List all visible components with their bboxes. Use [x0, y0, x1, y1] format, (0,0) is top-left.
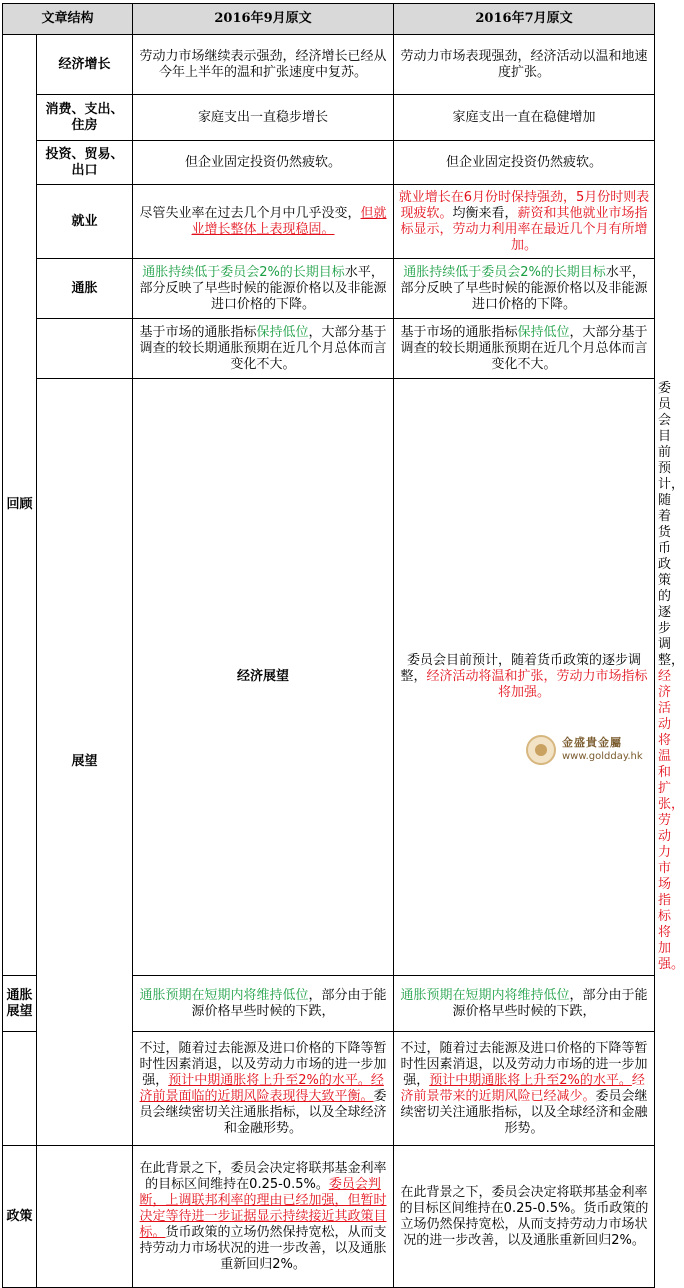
- jul-infmkt-b: 保持低位: [517, 324, 570, 340]
- section-policy: 政策: [3, 1146, 37, 1288]
- sep-economy: 劳动力市场继续表示强劲，经济增长已经从今年上半年的温和扩张速度中复苏。: [133, 35, 394, 95]
- jul-employment-c: 薪资和其他就业市场指标显示，劳动力利用率在最近几个月有所增加。: [400, 205, 648, 253]
- row-econ-outlook: [3, 379, 655, 976]
- jul-inflation: [394, 259, 655, 319]
- sep-policy-b: 委员会判断，上调联邦利率的理由已经加强，但暂时决定等待进一步证据显示持续接近其政策目标。: [139, 1176, 387, 1240]
- sep-inflout-b: ，部分由于能源价格早些时候的下跌，: [191, 987, 387, 1019]
- jul-outlook-more: [394, 1032, 655, 1146]
- jul-outmore-d: 委员会继续密切关注通胀指标，以及全球经济和金融形势。: [400, 1088, 648, 1136]
- sep-inflout-a: 通胀预期在短期内将维持低位: [139, 987, 309, 1003]
- section-outlook: 展望: [37, 379, 133, 1146]
- jul-policy-a: 在此背景之下，委员会决定将联邦基金利率的目标区间维持在0.25-0.5%。货币政策的立场仍然保持宽松，从而支持劳动力市场状况的进一步改善，以及通胀重新回归2%。: [399, 1184, 649, 1248]
- jul-inflation-market: [394, 319, 655, 379]
- gold-coin-icon: [526, 735, 556, 765]
- jul-econout-b: 经济活动将温和扩张，劳动力市场指标将加强。: [658, 669, 684, 972]
- sep-employment: [133, 185, 394, 259]
- jul-inflout-a: 通胀预期在短期内将维持低位: [400, 987, 570, 1003]
- sep-outmore-d: 委员会继续密切关注通胀指标，以及全球经济和金融形势。: [139, 1088, 387, 1136]
- row-consumption: [3, 95, 655, 141]
- jul-consumption: 家庭支出一直在稳健增加: [394, 95, 655, 141]
- sep-employment-b: 但就业增长整体上表现稳固。: [191, 205, 387, 237]
- label-outlook-more-empty: [3, 1032, 37, 1146]
- sep-infmkt-a: 基于市场的通胀指标: [139, 324, 257, 340]
- sep-inflation-market: [133, 319, 394, 379]
- sep-econ-outlook: [394, 379, 655, 976]
- header-july: 2016年7月原文: [394, 4, 655, 35]
- label-inflation-market-empty: [37, 319, 133, 379]
- jul-outmore-b: 预计中期通胀将上升至2%的水平。: [429, 1072, 632, 1088]
- jul-employment-a: 就业增长在6月份时保持强劲，5月份时则表现疲软。: [398, 189, 650, 221]
- jul-employment-b: 均衡来看，: [452, 205, 518, 221]
- jul-inflout-b: ，部分由于能源价格早些时候的下跌，: [452, 987, 648, 1019]
- sep-infmkt-c: ，大部分基于调查的较长期通胀预期在近几个月总体而言变化不大。: [139, 324, 387, 372]
- jul-outmore-c: 经济前景带来的近期风险已经减少。: [400, 1072, 645, 1104]
- row-inflation: [3, 259, 655, 319]
- jul-employment: [394, 185, 655, 259]
- sep-infl-outlook: [133, 976, 394, 1032]
- row-inflation-market: [3, 319, 655, 379]
- jul-policy: [394, 1146, 655, 1288]
- sep-outlook-more: [133, 1032, 394, 1146]
- jul-economy: 劳动力市场表现强劲，经济活动以温和地速度扩张。: [394, 35, 655, 95]
- sep-inflation-b: 水平，部分反映了早些时候的能源价格以及非能源进口价格的下降。: [139, 264, 387, 312]
- label-inflation: 通胀: [37, 259, 133, 319]
- label-policy-empty: [37, 1146, 133, 1288]
- sep-outmore-a: 不过，随着过去能源及进口价格的下降等暂时性因素消退，以及劳动力市场的进一步加强，: [139, 1040, 387, 1088]
- sep-inflation-a: 通胀持续低于委员会2%的长期目标: [142, 264, 345, 280]
- jul-inflation-a: 通胀持续低于委员会2%的长期目标: [403, 264, 606, 280]
- sep-employment-a: 尽管失业率在过去几个月中几乎没变，: [139, 205, 361, 221]
- watermark-url: www.goldday.hk: [562, 751, 643, 762]
- sep-econout-b: 经济活动将温和扩张，劳动力市场指标将加强。: [426, 669, 648, 700]
- sep-inflation: [133, 259, 394, 319]
- label-investment: 投资、贸易、出口: [37, 141, 133, 185]
- sep-policy: [133, 1146, 394, 1288]
- sep-outmore-b: 预计中期通胀将上升至2%的水平。: [168, 1072, 371, 1088]
- comparison-table: [2, 3, 684, 1288]
- label-infl-outlook: 通胀展望: [3, 976, 37, 1032]
- header-september: 2016年9月原文: [133, 4, 394, 35]
- row-investment: [3, 141, 655, 185]
- label-consumption: 消费、支出、住房: [37, 95, 133, 141]
- sep-policy-a: 在此背景之下，委员会决定将联邦基金利率的目标区间维持在0.25-0.5%。: [139, 1160, 387, 1192]
- jul-inflation-b: 水平，部分反映了早些时候的能源价格以及非能源进口价格的下降。: [400, 264, 648, 312]
- section-review: 回顾: [3, 35, 37, 976]
- sep-investment: 但企业固定投资仍然疲软。: [133, 141, 394, 185]
- watermark-name: 金盛貴金屬: [562, 736, 622, 749]
- header-row: [3, 4, 655, 35]
- jul-investment: 但企业固定投资仍然疲软。: [394, 141, 655, 185]
- row-economy: [3, 35, 655, 95]
- sep-outmore-c: 经济前景面临的近期风险表现得大致平衡。: [139, 1072, 384, 1104]
- sep-policy-c: 货币政策的立场仍然保持宽松，从而支持劳动力市场状况的进一步改善，以及通胀重新回归2%。: [139, 1224, 387, 1272]
- jul-outmore-a: 不过，随着过去能源及进口价格的下降等暂时性因素消退，以及劳动力市场的进一步加强，: [400, 1040, 648, 1088]
- row-employment: [3, 185, 655, 259]
- label-employment: 就业: [37, 185, 133, 259]
- jul-infmkt-a: 基于市场的通胀指标: [400, 324, 518, 340]
- jul-econout-a: 委员会目前预计，随着货币政策的逐步调整，: [658, 381, 684, 668]
- header-structure: 文章结构: [3, 4, 133, 35]
- sep-consumption: 家庭支出一直稳步增长: [133, 95, 394, 141]
- sep-econout-a: 委员会目前预计，随着货币政策的逐步调整，: [400, 653, 642, 684]
- jul-infl-outlook: [394, 976, 655, 1032]
- label-economy: 经济增长: [37, 35, 133, 95]
- watermark: [526, 731, 654, 769]
- label-econ-outlook: 经济展望: [133, 379, 394, 976]
- row-policy: [3, 1146, 655, 1288]
- sep-infmkt-b: 保持低位: [256, 324, 309, 340]
- jul-infmkt-c: ，大部分基于调查的较长期通胀预期在近几个月总体而言变化不大。: [400, 324, 648, 372]
